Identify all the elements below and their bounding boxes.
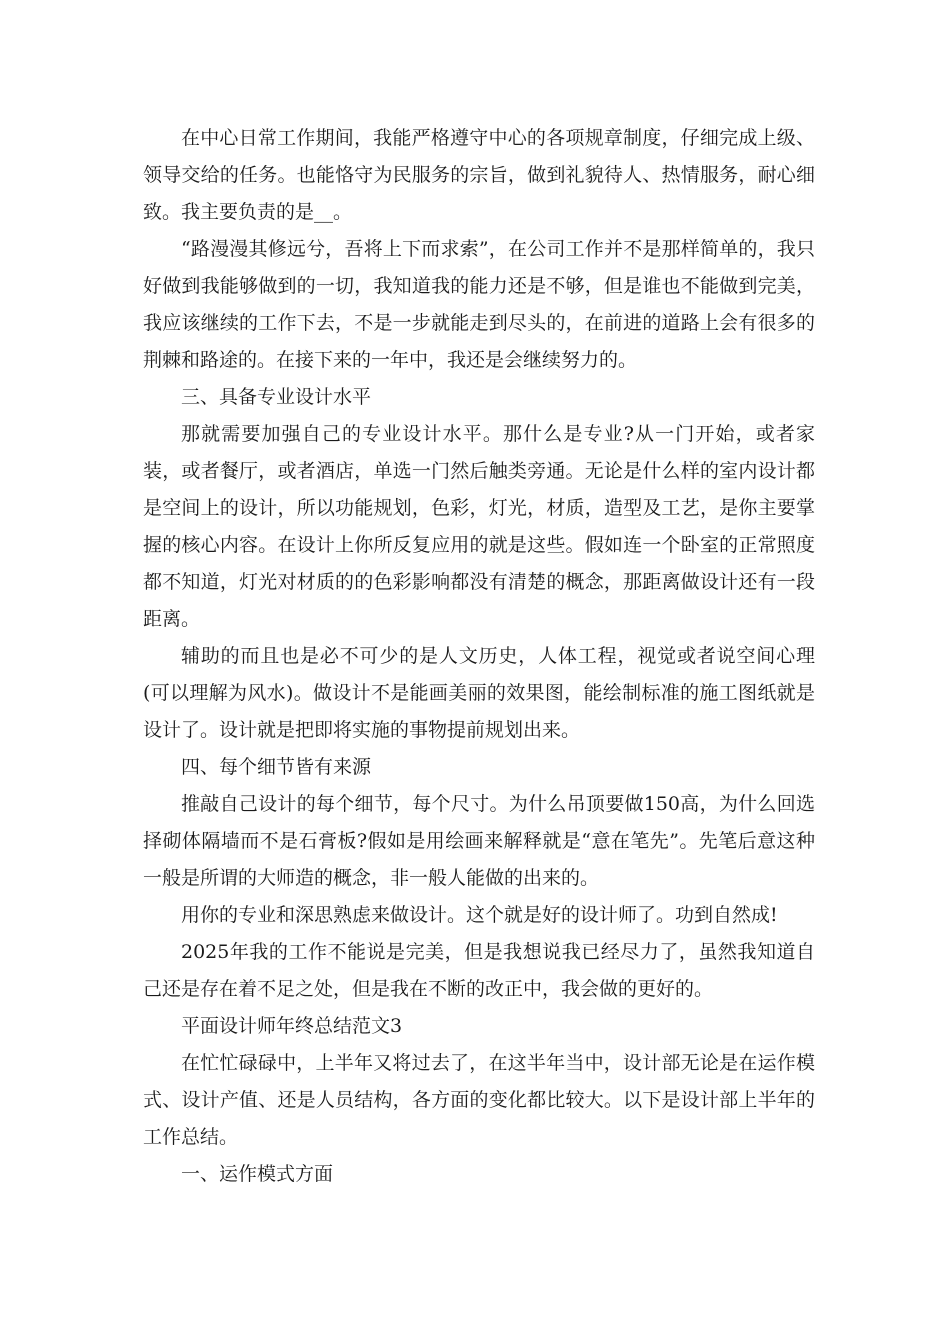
heading-every-detail-has-source: 四、每个细节皆有来源 bbox=[181, 756, 372, 778]
paragraph-perseverance: “路漫漫其修远兮，吾将上下而求索”，在公司工作并不是那样简单的，我只好做到我能够做到的一切，我知道我的能力还是不够，但是谁也不能做到完美，我应该继续的工作下去，不是一步就能走到尽头的，在前进的道路上会有很多的荆棘和路途的。在接下来的一年中，我还是会继续努力的。 bbox=[143, 238, 815, 371]
paragraph-detail-deliberation: 推敲自己设计的每个细节，每个尺寸。为什么吊顶要做150高，为什么回选择砌体隔墙而不是石膏板?假如是用绘画来解释就是“意在笔先”。先笔后意这种一般是所谓的大师造的概念，非一般人能做的出来的。 bbox=[143, 793, 815, 889]
paragraph-expertise: 用你的专业和深思熟虑来做设计。这个就是好的设计师了。功到自然成! bbox=[181, 904, 778, 926]
paragraph-work-attitude: 在中心日常工作期间，我能严格遵守中心的各项规章制度，仔细完成上级、领导交给的任务。也能恪守为民服务的宗旨，做到礼貌待人、热情服务，耐心细致。我主要负责的是__。 bbox=[143, 127, 815, 223]
document-body bbox=[143, 120, 815, 1193]
heading-professional-design-level: 三、具备专业设计水平 bbox=[181, 386, 372, 408]
paragraph-professional-design: 那就需要加强自己的专业设计水平。那什么是专业?从一门开始，或者家装，或者餐厅，或者酒店，单选一门然后触类旁通。无论是什么样的室内设计都是空间上的设计，所以功能规划，色彩，灯光，材质，造型及工艺，是你主要掌握的核心内容。在设计上你所反复应用的就是这些。假如连一个卧室的正常照度都不知道，灯光对材质的的色彩影响都没有清楚的概念，那距离做设计还有一段距离。 bbox=[143, 423, 815, 630]
paragraph-year-summary: 2025年我的工作不能说是完美，但是我想说我已经尽力了，虽然我知道自己还是存在着不足之处，但是我在不断的改正中，我会做的更好的。 bbox=[143, 941, 815, 1000]
paragraph-auxiliary-knowledge: 辅助的而且也是必不可少的是人文历史，人体工程，视觉或者说空间心理(可以理解为风水)。做设计不是能画美丽的效果图，能绘制标准的施工图纸就是设计了。设计就是把即将实施的事物提前规划出来。 bbox=[143, 645, 815, 741]
heading-operation-mode: 一、运作模式方面 bbox=[181, 1163, 334, 1185]
heading-sample-3: 平面设计师年终总结范文3 bbox=[181, 1015, 403, 1037]
paragraph-half-year-intro: 在忙忙碌碌中，上半年又将过去了，在这半年当中，设计部无论是在运作模式、设计产值、还是人员结构，各方面的变化都比较大。以下是设计部上半年的工作总结。 bbox=[143, 1052, 815, 1148]
